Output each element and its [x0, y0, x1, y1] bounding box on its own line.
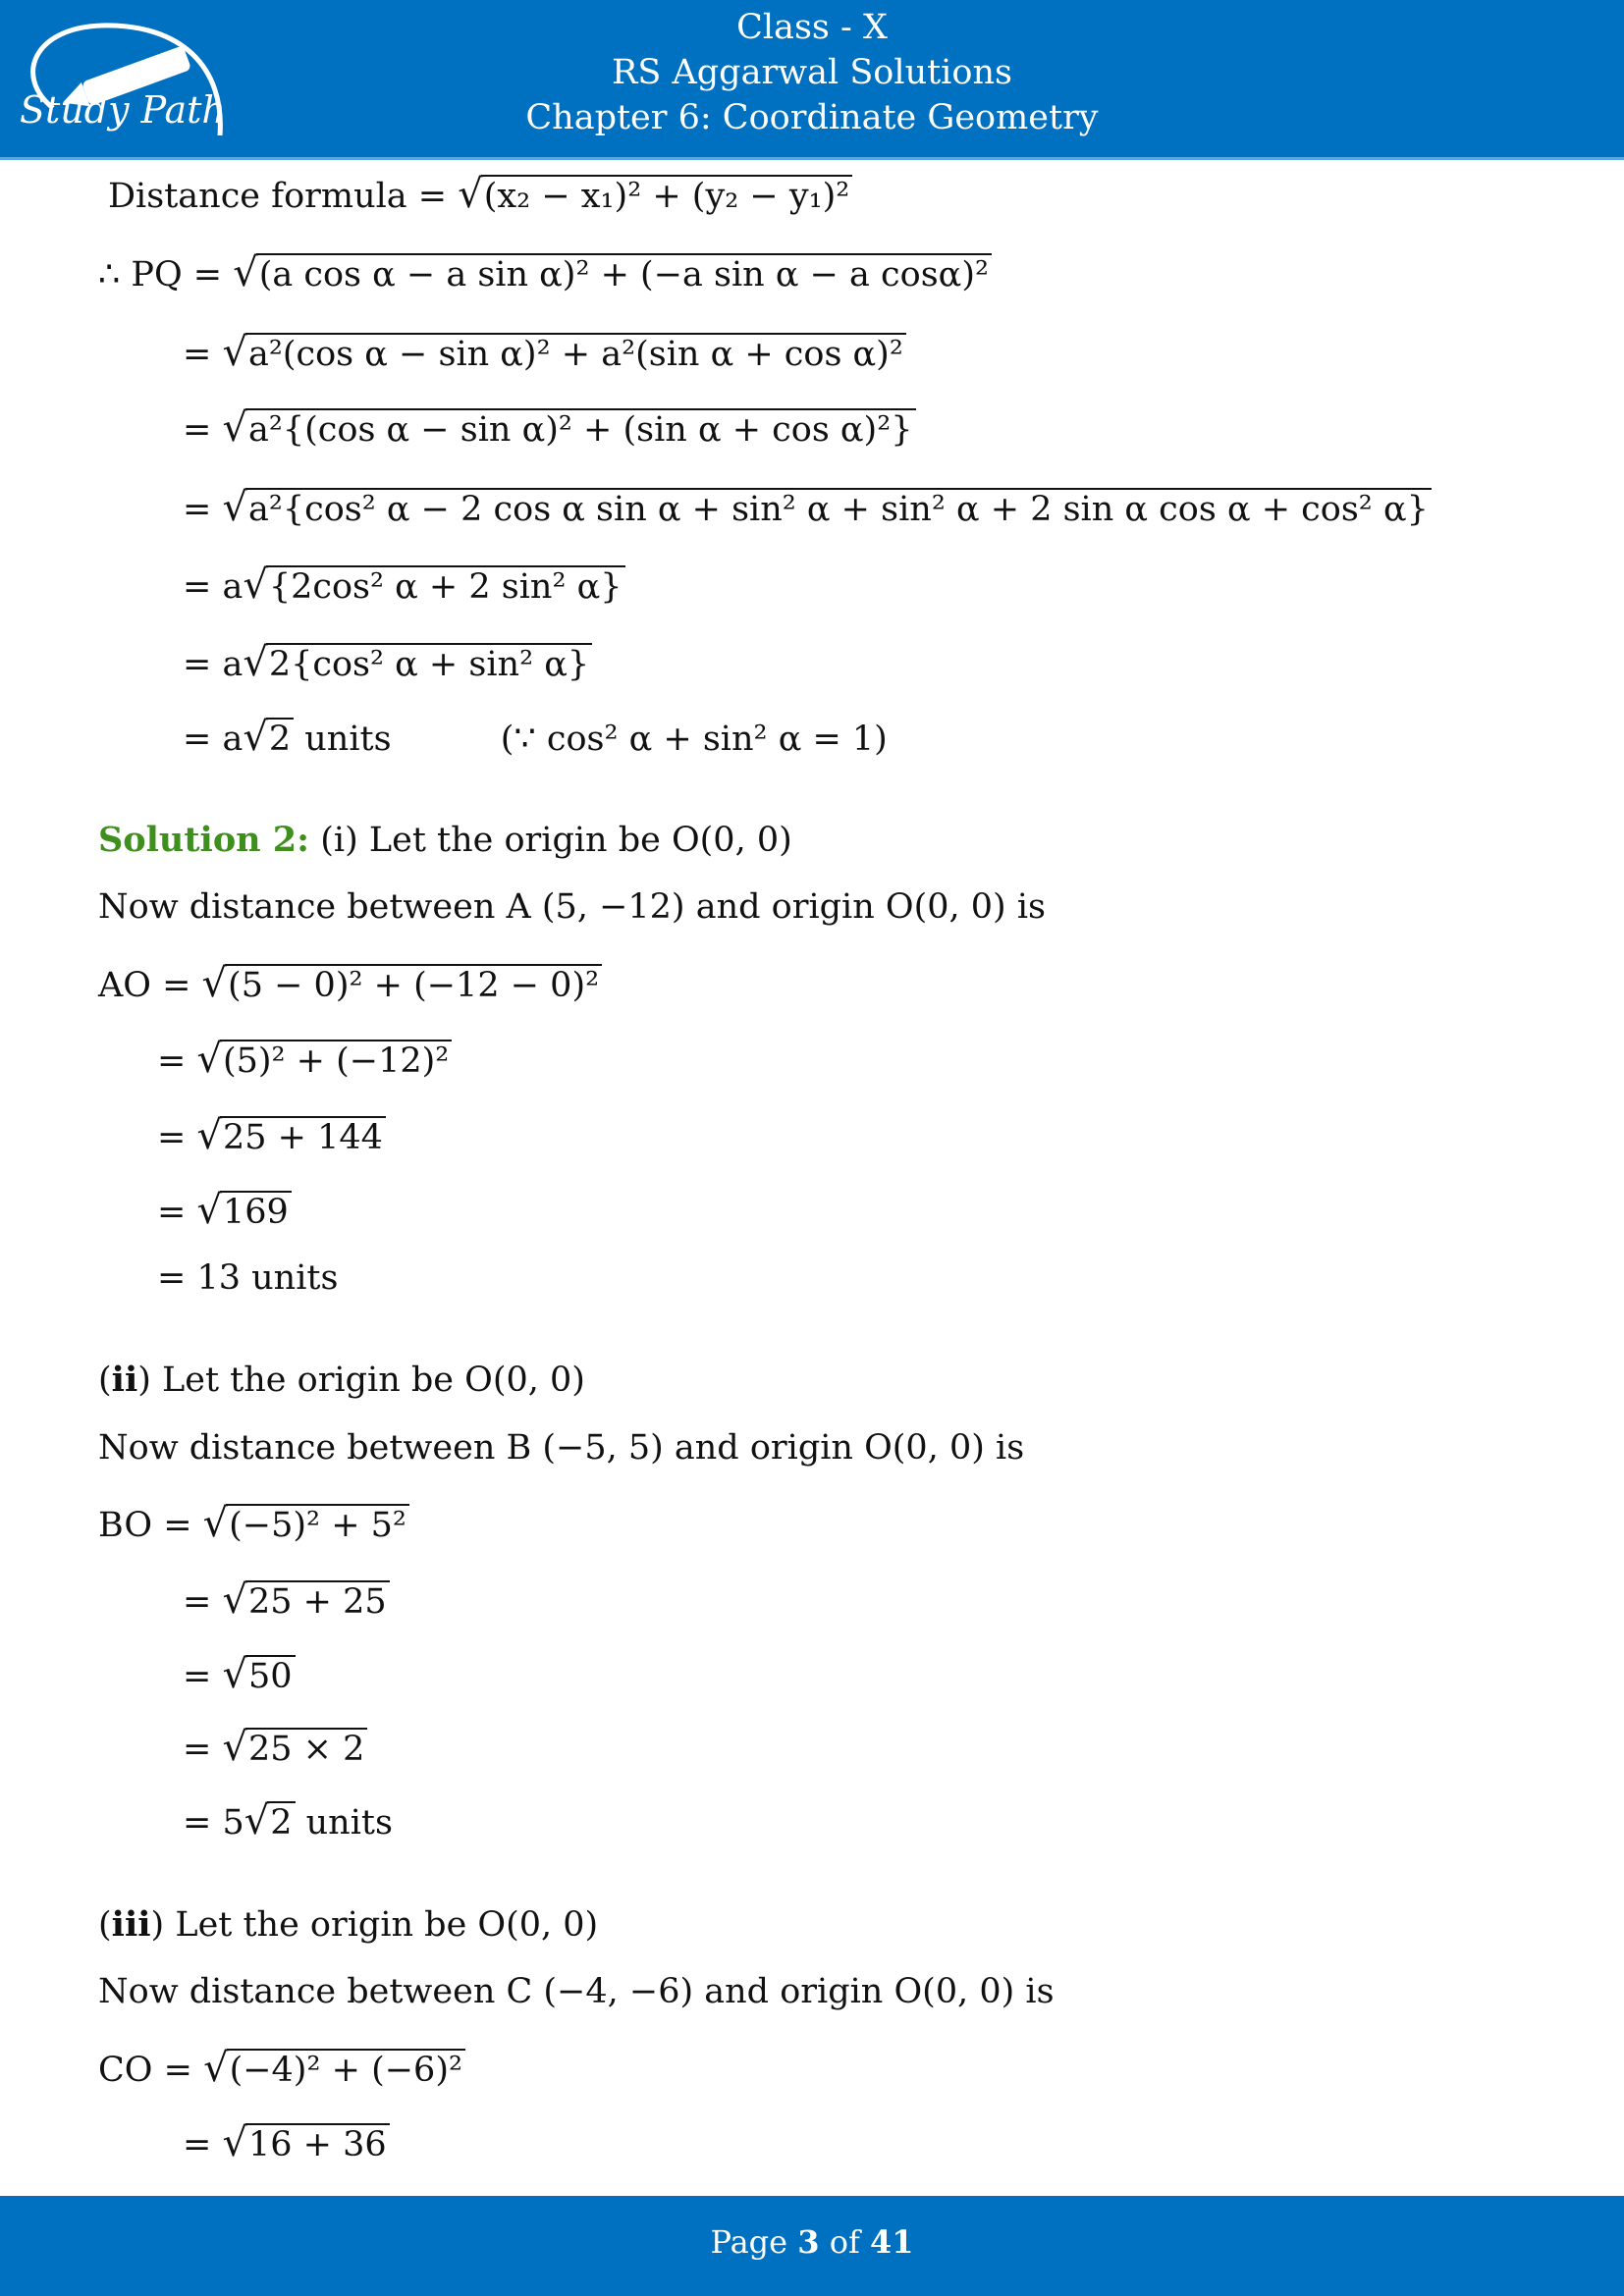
- solution-2-heading: [98, 819, 792, 862]
- radicand: (a cos α − a sin α)² + (−a sin α − a cosα)²: [256, 253, 992, 294]
- equation-prefix: =: [183, 2125, 223, 2164]
- class-title: Class - X: [736, 8, 888, 47]
- part-intro: Let the origin be O(0, 0): [357, 821, 792, 860]
- equation-prefix: =: [183, 1657, 223, 1696]
- pq-step: [183, 563, 625, 609]
- radicand: 25 + 144: [220, 1116, 386, 1157]
- equation-prefix: = 5: [183, 1803, 244, 1842]
- part-i-statement: [98, 885, 1046, 929]
- pq-step: [183, 406, 916, 452]
- pq-step: [183, 716, 888, 761]
- ao-step: [157, 1256, 338, 1300]
- equation-prefix: =: [183, 1730, 223, 1769]
- radicand: (5)² + (−12)²: [220, 1040, 452, 1081]
- square-root-icon: √: [458, 172, 483, 217]
- equation-prefix: =: [183, 1582, 223, 1622]
- pq-step: [183, 641, 592, 686]
- square-root-icon: √: [222, 1725, 247, 1770]
- equation-prefix: = a: [183, 567, 244, 607]
- equation-prefix: = a: [183, 720, 244, 759]
- bo-step: [183, 1799, 393, 1844]
- square-root-icon: √: [243, 640, 268, 685]
- equation-prefix: =: [157, 1041, 197, 1081]
- radicand: (5 − 0)² + (−12 − 0)²: [225, 964, 602, 1005]
- square-root-icon: √: [222, 405, 247, 451]
- equation-suffix: units (∵ cos² α + sin² α = 1): [294, 720, 888, 759]
- radicand: 2{cos² α + sin² α}: [266, 643, 592, 684]
- equation-prefix: BO =: [98, 1506, 203, 1545]
- part-marker: ii: [111, 1360, 138, 1400]
- square-root-icon: √: [244, 1798, 270, 1843]
- equation-prefix: = 13 units: [157, 1258, 339, 1298]
- bo-step: [183, 1653, 296, 1698]
- part-iii-statement: [98, 1970, 1055, 2013]
- equation-prefix: =: [183, 410, 223, 450]
- radicand: a²(cos α − sin α)² + a²(sin α + cos α)²: [245, 333, 906, 374]
- bo-step: [183, 1578, 390, 1624]
- equation-prefix: =: [157, 1118, 197, 1157]
- square-root-icon: √: [201, 961, 228, 1006]
- page-number: Page 3 of 41: [710, 2223, 914, 2261]
- ao-step: [157, 1114, 386, 1159]
- radicand: (x₂ − x₁)² + (y₂ − y₁)²: [481, 175, 853, 216]
- square-root-icon: √: [203, 2046, 229, 2091]
- square-root-icon: √: [202, 1501, 229, 1546]
- equation-prefix: =: [183, 490, 223, 529]
- equation-prefix: AO =: [98, 966, 202, 1005]
- book-title: RS Aggarwal Solutions: [612, 53, 1012, 92]
- square-root-icon: √: [196, 1188, 222, 1233]
- page-footer: [0, 2196, 1624, 2296]
- part-ii-statement: [98, 1426, 1024, 1469]
- radicand: (−5)² + 5²: [226, 1504, 409, 1545]
- pq-step: [98, 251, 992, 296]
- pq-step: [183, 486, 1432, 531]
- square-root-icon: √: [222, 2120, 247, 2165]
- square-root-icon: √: [222, 1577, 247, 1623]
- radicand: 25 + 25: [245, 1580, 390, 1622]
- equation-prefix: CO =: [98, 2051, 204, 2090]
- co-step: [183, 2121, 390, 2166]
- square-root-icon: √: [243, 562, 268, 608]
- square-root-icon: √: [222, 330, 247, 375]
- part-iii-heading: (iii) Let the origin be O(0, 0): [98, 1904, 599, 1945]
- square-root-icon: √: [243, 715, 268, 760]
- pq-step: [108, 173, 852, 218]
- bo-step: [183, 1726, 367, 1771]
- part-ii-heading: (ii) Let the origin be O(0, 0): [98, 1360, 585, 1400]
- statement-text: Now distance between C (−4, −6) and origin O(0, 0) is: [98, 1972, 1055, 2011]
- chapter-title: Chapter 6: Coordinate Geometry: [525, 98, 1099, 137]
- page-header: [0, 0, 1624, 160]
- square-root-icon: √: [233, 250, 258, 295]
- radicand: 2: [266, 718, 294, 759]
- ao-step: [157, 1038, 452, 1083]
- radicand: (−4)² + (−6)²: [227, 2049, 465, 2090]
- part-marker: iii: [111, 1904, 151, 1945]
- part-marker: (i): [320, 821, 358, 860]
- radicand: 16 + 36: [245, 2123, 390, 2164]
- equation-suffix: units: [295, 1803, 393, 1842]
- radicand: 25 × 2: [245, 1728, 367, 1769]
- ao-step: [98, 962, 602, 1007]
- square-root-icon: √: [222, 485, 247, 530]
- equation-prefix: =: [183, 335, 223, 374]
- radicand: 169: [220, 1191, 292, 1232]
- radicand: 2: [267, 1801, 295, 1842]
- square-root-icon: √: [196, 1113, 222, 1158]
- square-root-icon: √: [196, 1037, 222, 1082]
- square-root-icon: √: [222, 1652, 247, 1697]
- radicand: a²{cos² α − 2 cos α sin α + sin² α + sin² α + 2 sin α cos α + cos² α}: [245, 488, 1432, 529]
- equation-prefix: = a: [183, 645, 244, 684]
- bo-step: [98, 1502, 409, 1547]
- logo-text: Study Path: [20, 88, 226, 132]
- equation-prefix: Distance formula =: [108, 177, 459, 216]
- statement-text: Now distance between B (−5, 5) and origin O(0, 0) is: [98, 1428, 1025, 1468]
- ao-step: [157, 1189, 292, 1234]
- pq-step: [183, 331, 906, 376]
- radicand: a²{(cos α − sin α)² + (sin α + cos α)²}: [245, 408, 916, 450]
- equation-prefix: =: [157, 1193, 197, 1232]
- radicand: 50: [245, 1655, 296, 1696]
- radicand: {2cos² α + 2 sin² α}: [266, 565, 625, 607]
- equation-prefix: ∴ PQ =: [98, 255, 234, 294]
- solution-label: Solution 2:: [98, 820, 310, 860]
- co-step: [98, 2047, 465, 2092]
- statement-text: Now distance between A (5, −12) and origin O(0, 0) is: [98, 887, 1046, 927]
